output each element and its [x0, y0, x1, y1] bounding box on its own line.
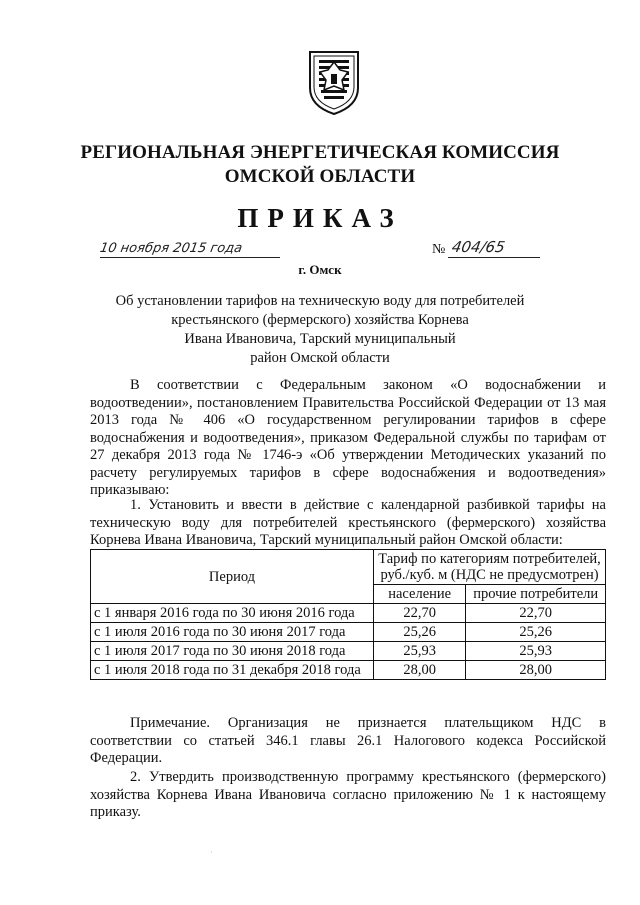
header-population: население — [374, 585, 466, 604]
handwritten-date: 10 ноября 2015 года — [98, 241, 244, 256]
header-tariff: Тариф по категориям потребителей, руб./куб. м (НДС не предусмотрен) — [374, 550, 606, 585]
number-sign: № — [432, 242, 446, 257]
row-period: с 1 июля 2017 года по 30 июня 2018 года — [91, 642, 374, 661]
row-population: 25,93 — [374, 642, 466, 661]
row-population: 28,00 — [374, 661, 466, 680]
row-period: с 1 января 2016 года по 30 июня 2016 года — [91, 604, 374, 623]
order-subject — [110, 292, 530, 368]
date-underline — [100, 257, 280, 258]
subject-line: Ивана Ивановича, Тарский муниципальный — [184, 331, 456, 347]
row-period: с 1 июля 2016 года по 30 июня 2017 года — [91, 623, 374, 642]
subject-line: крестьянского (фермерского) хозяйства Корнева — [171, 312, 469, 328]
organization-name-line2: ОМСКОЙ ОБЛАСТИ — [224, 166, 416, 187]
row-period: с 1 июля 2018 года по 31 декабря 2018 года — [91, 661, 374, 680]
tariff-table — [90, 549, 606, 680]
row-population: 22,70 — [374, 604, 466, 623]
table-row — [91, 661, 606, 680]
item-1-paragraph: 1. Установить и ввести в действие с календарной разбивкой тарифы на техническую воду для потребителей крестьянского (фермерского) хозяйства Корнева Ивана Ивановича, Тарский муниципальный район Омской области: — [90, 497, 606, 548]
table-row — [91, 642, 606, 661]
table-row — [91, 604, 606, 623]
item-2-paragraph: 2. Утвердить производственную программу крестьянского (фермерского) хозяйства Корнева Ивана Ивановича согласно приложению № 1 к настоящему приказу. — [90, 769, 606, 820]
subject-line: Об установлении тарифов на техническую воду для потребителей — [115, 293, 525, 309]
row-other: 22,70 — [466, 604, 606, 623]
table-header-row — [91, 550, 606, 585]
scan-artifact: · — [210, 848, 213, 857]
document-type-title: ПРИКАЗ — [237, 203, 403, 233]
preamble-paragraph: В соответствии с Федеральным законом «О водоснабжении и водоотведении», постановлением Правительства Российской Федерации от 13 мая 2013 года № 406 «О государственном регулировании тарифов в сфере водоснабжения и водоотведения», приказом Федеральной службы по тарифам от 27 декабря 2013 года № 1746-э «Об утверждении Методических указаний по расчету регулируемых тарифов в сфере водоснабжения и водоотведения» приказываю: — [90, 377, 606, 498]
header-period: Период — [91, 550, 374, 604]
row-population: 25,26 — [374, 623, 466, 642]
city-label: г. Омск — [298, 262, 342, 277]
row-other: 28,00 — [466, 661, 606, 680]
handwritten-number: 404/65 — [450, 238, 507, 256]
subject-line: район Омской области — [250, 350, 390, 366]
note-paragraph: Примечание. Организация не признается плательщиком НДС в соответствии со статьей 346.1 главы 26.1 Налогового кодекса Российской Федерации. — [90, 715, 606, 766]
organization-name-line1: РЕГИОНАЛЬНАЯ ЭНЕРГЕТИЧЕСКАЯ КОМИССИЯ — [80, 142, 560, 163]
row-other: 25,26 — [466, 623, 606, 642]
header-other: прочие потребители — [466, 585, 606, 604]
row-other: 25,93 — [466, 642, 606, 661]
number-underline — [448, 257, 540, 258]
table-row — [91, 623, 606, 642]
coat-of-arms-emblem — [304, 48, 364, 116]
